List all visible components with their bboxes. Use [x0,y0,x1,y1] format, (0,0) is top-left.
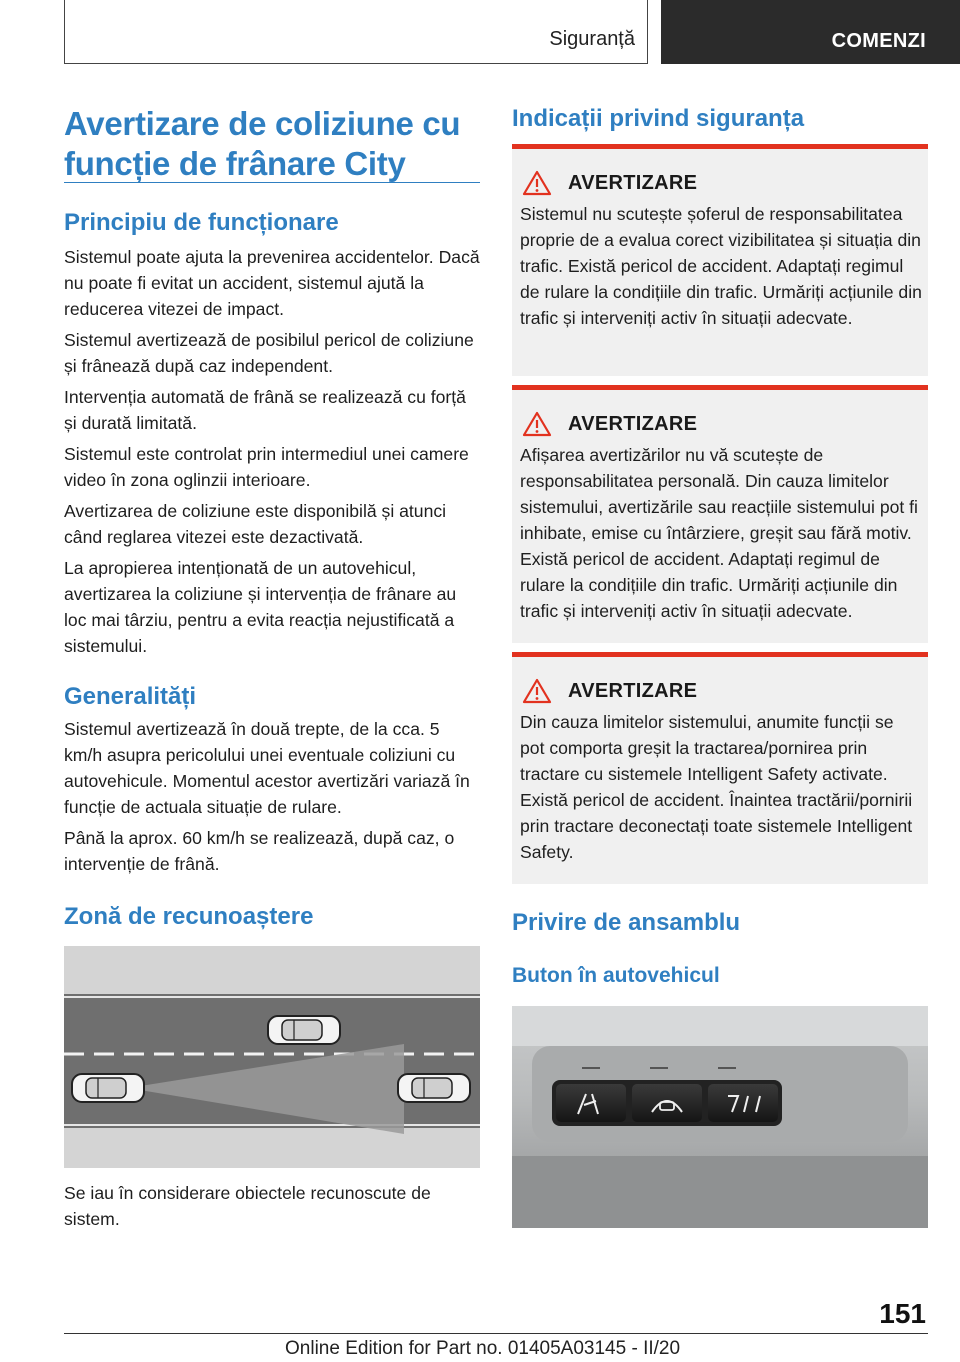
principle-paragraph: Sistemul avertizează de posibilul pericol de coliziune și frânează după caz independent. [64,330,474,376]
warning-triangle-icon [522,678,552,704]
warning-triangle-icon [522,411,552,437]
car-icon [268,1016,340,1044]
warning-title: AVERTIZARE [568,412,698,435]
principle-paragraph: La apropierea intenționată de un autovehicul, avertizarea la coliziune și intervenția de frânare au loc mai târziu, pentru a evita reacția nejustificată a sistemului. [64,558,457,656]
page-title: Avertizare de coliziune cu funcție de frânare City [64,105,461,182]
header-section-label: Siguranță [549,28,635,50]
principle-paragraph: Sistemul este controlat prin intermediul unei camere video în zona oglinzii interioare. [64,444,469,490]
principle-paragraph: Sistemul poate ajuta la prevenirea accidentelor. Dacă nu poate fi evitat un accident, sistemul ajută la reducerea vitezei de impact. [64,247,480,319]
overview-heading: Privire de ansamblu [512,909,741,936]
warning-box [512,144,928,376]
title-divider [64,182,480,183]
driver-assist-button[interactable] [632,1084,702,1122]
footer-edition: Online Edition for Part no. 01405A03145 - II/20 [285,1338,681,1359]
detection-caption: Se iau în considerare obiectele recunoscute de sistem. [64,1183,431,1229]
safety-section [512,104,928,134]
principle-section [64,208,480,664]
warning-title: AVERTIZARE [568,171,698,194]
detection-heading: Zonă de recunoaștere [64,903,314,930]
principle-paragraph: Intervenția automată de frână se realizează cu forță și durată limitată. [64,387,466,433]
page-number: 151 [879,1298,926,1329]
header-section-box [64,0,648,64]
warning-text: Din cauza limitelor sistemului, anumite funcții se pot comporta greșit la tractarea/pornirea prin tractare cu sistemele Intelligent Safety activate. Există pericol de accident. Înaintea tractării/pornirii prin tractare deconectați toate sistemele Intelligent Safety. [520,712,913,862]
principle-heading: Principiu de funcționare [64,209,339,236]
header-chapter-box [661,0,960,64]
warning-text: Afișarea avertizărilor nu vă scutește de responsabilitatea personală. Din cauza limitelor sistemului, avertizările sau reacțiile sistemului pot fi inhibate, emise cu întârziere, greșit sau fără motiv. Există pericol de accident. Adaptați regimul de rulare la condițiile din trafic. Urmăriți acțiunile din trafic și interveniți activ în situații adecvate. [520,445,918,621]
safety-heading: Indicații privind siguranța [512,105,805,132]
general-paragraph: Sistemul avertizează în două trepte, de la cca. 5 km/h asupra pericolului unei eventuale coliziuni cu autovehicule. Momentul acestor avertizări variază în funcție de actuala situație de rulare. [64,719,470,817]
collision-warning-button[interactable] [556,1084,626,1122]
general-section [64,682,480,882]
car-icon [398,1074,470,1102]
lane-assist-button[interactable] [708,1084,778,1122]
detection-caption-box [64,1180,480,1237]
footer-divider [64,1333,928,1334]
detection-section [64,902,480,932]
detection-zone-illustration [64,946,480,1168]
button-panel-photo [512,1006,928,1228]
warning-triangle-icon [522,170,552,196]
general-heading: Generalități [64,683,197,710]
principle-paragraph: Avertizarea de coliziune este disponibilă și atunci când reglarea vitezei este dezactivată. [64,501,447,547]
button-heading: Buton în autovehicul [512,964,720,987]
overview-section [512,908,928,990]
warning-text: Sistemul nu scutește șoferul de responsabilitatea proprie de a evalua corect vizibilitatea și situația din trafic. Există pericol de accident. Adaptați regimul de rulare la condițiile din trafic. Urmăriți acțiunile din trafic și interveniți activ în situații adecvate. [520,204,922,328]
general-paragraph: Până la aprox. 60 km/h se realizează, după caz, o intervenție de frână. [64,828,455,874]
warning-box [512,385,928,643]
warning-box [512,652,928,884]
warning-title: AVERTIZARE [568,679,698,702]
header-chapter-label: COMENZI [831,30,926,52]
car-icon [72,1074,144,1102]
